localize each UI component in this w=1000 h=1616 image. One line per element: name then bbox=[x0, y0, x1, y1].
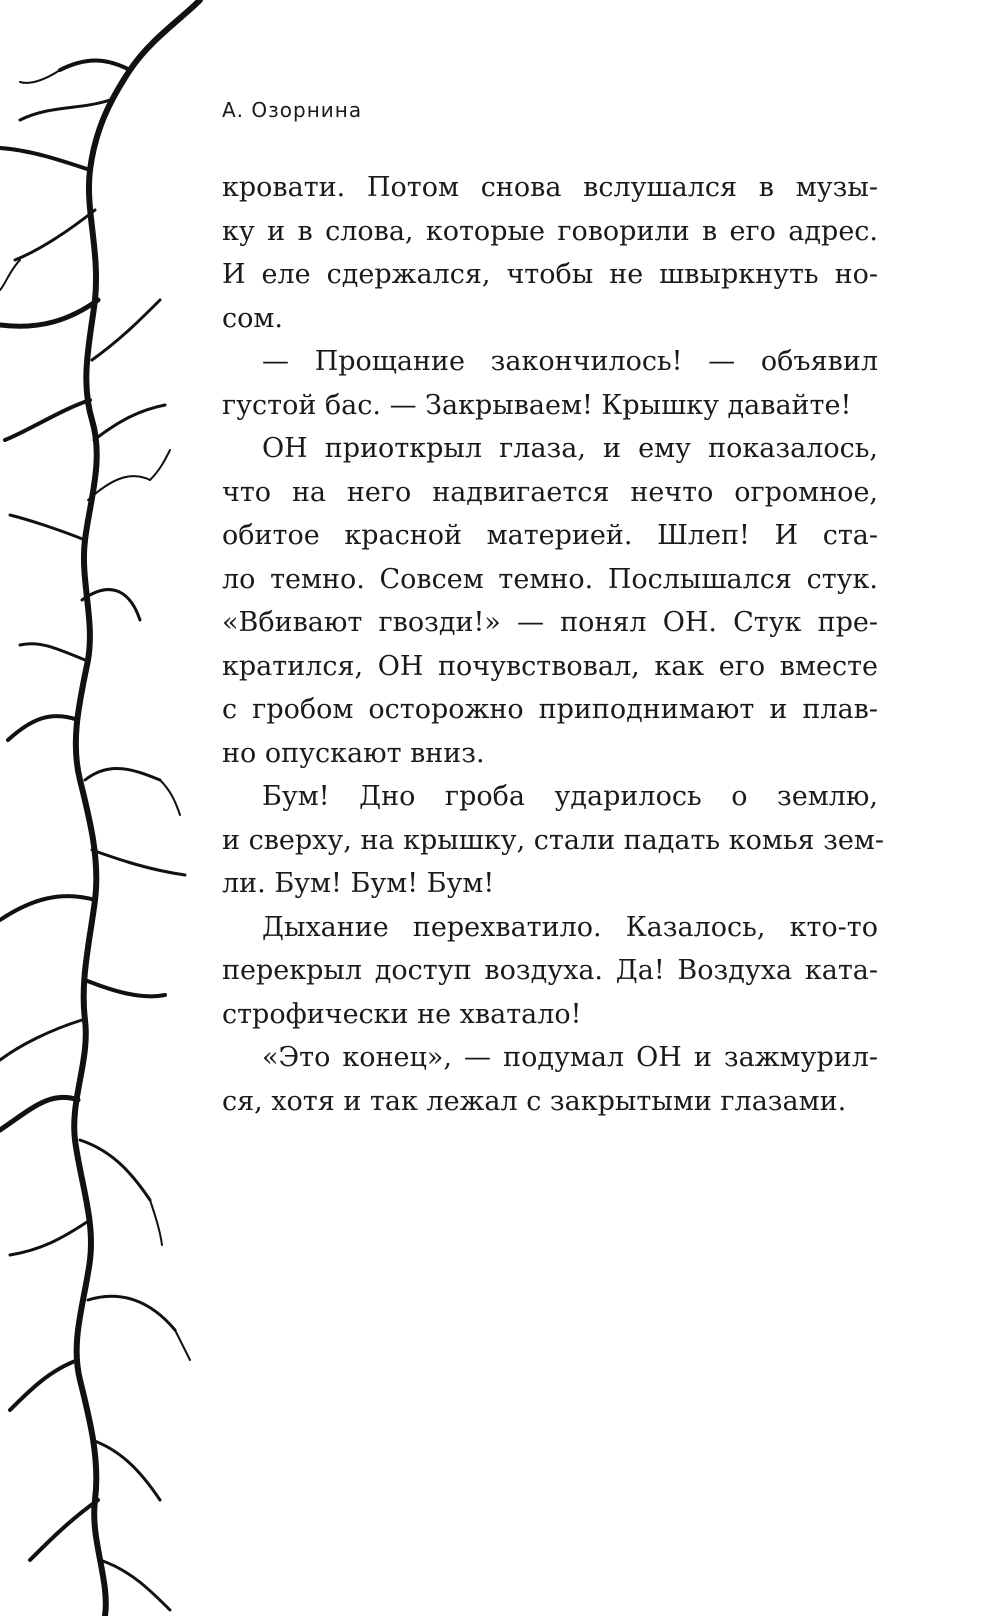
text-line: ку и в слова, которые говорили в его адрес. bbox=[222, 215, 878, 247]
text-line: и сверху, на крышку, стали падать комья зем- bbox=[222, 824, 884, 856]
text-line: но опускают вниз. bbox=[222, 737, 485, 769]
text-line: И еле сдержался, чтобы не швыркнуть но- bbox=[222, 259, 878, 290]
text-line: сом. bbox=[222, 302, 283, 334]
text-line: ло темно. Совсем темно. Послышался стук. bbox=[222, 563, 878, 595]
text-line: «Вбивают гвозди!» — понял ОН. Стук пре- bbox=[222, 607, 878, 638]
body-text bbox=[222, 166, 884, 1123]
text-line: строфически не хватало! bbox=[222, 998, 582, 1030]
paragraph-4 bbox=[222, 775, 884, 906]
text-line: что на него надвигается нечто огромное, bbox=[222, 476, 878, 508]
text-line: ли. Бум! Бум! Бум! bbox=[222, 868, 495, 899]
text-line: ся, хотя и так лежал с закрытыми глазами. bbox=[222, 1085, 847, 1117]
paragraph-1 bbox=[222, 166, 878, 340]
text-line: густой бас. — Закрываем! Крышку давайте! bbox=[222, 389, 852, 421]
text-line: ОН приоткрыл глаза, и ему показалось, bbox=[262, 433, 878, 464]
ink-crack-branch-icon bbox=[0, 0, 210, 1616]
paragraph-5 bbox=[222, 906, 878, 1037]
paragraph-3 bbox=[222, 427, 878, 775]
text-line: кровати. Потом снова вслушался в музы- bbox=[222, 172, 878, 203]
text-line: Дыхание перехватило. Казалось, кто-то bbox=[262, 911, 878, 943]
text-line: кратился, ОН почувствовал, как его вместе bbox=[222, 650, 878, 682]
paragraph-2 bbox=[222, 340, 878, 427]
text-line: перекрыл доступ воздуха. Да! Воздуха ката- bbox=[222, 955, 878, 986]
paragraph-6 bbox=[222, 1036, 878, 1123]
text-line: «Это конец», — подумал ОН и зажмурил- bbox=[262, 1042, 878, 1073]
text-line: Бум! Дно гроба ударилось о землю, bbox=[262, 781, 878, 812]
text-line: обитое красной материей. Шлеп! И ста- bbox=[222, 520, 878, 551]
text-line: — Прощание закончилось! — объявил bbox=[262, 346, 878, 377]
running-header-author: А. Озорнина bbox=[222, 98, 363, 122]
text-line: с гробом осторожно приподнимают и плав- bbox=[222, 694, 878, 725]
